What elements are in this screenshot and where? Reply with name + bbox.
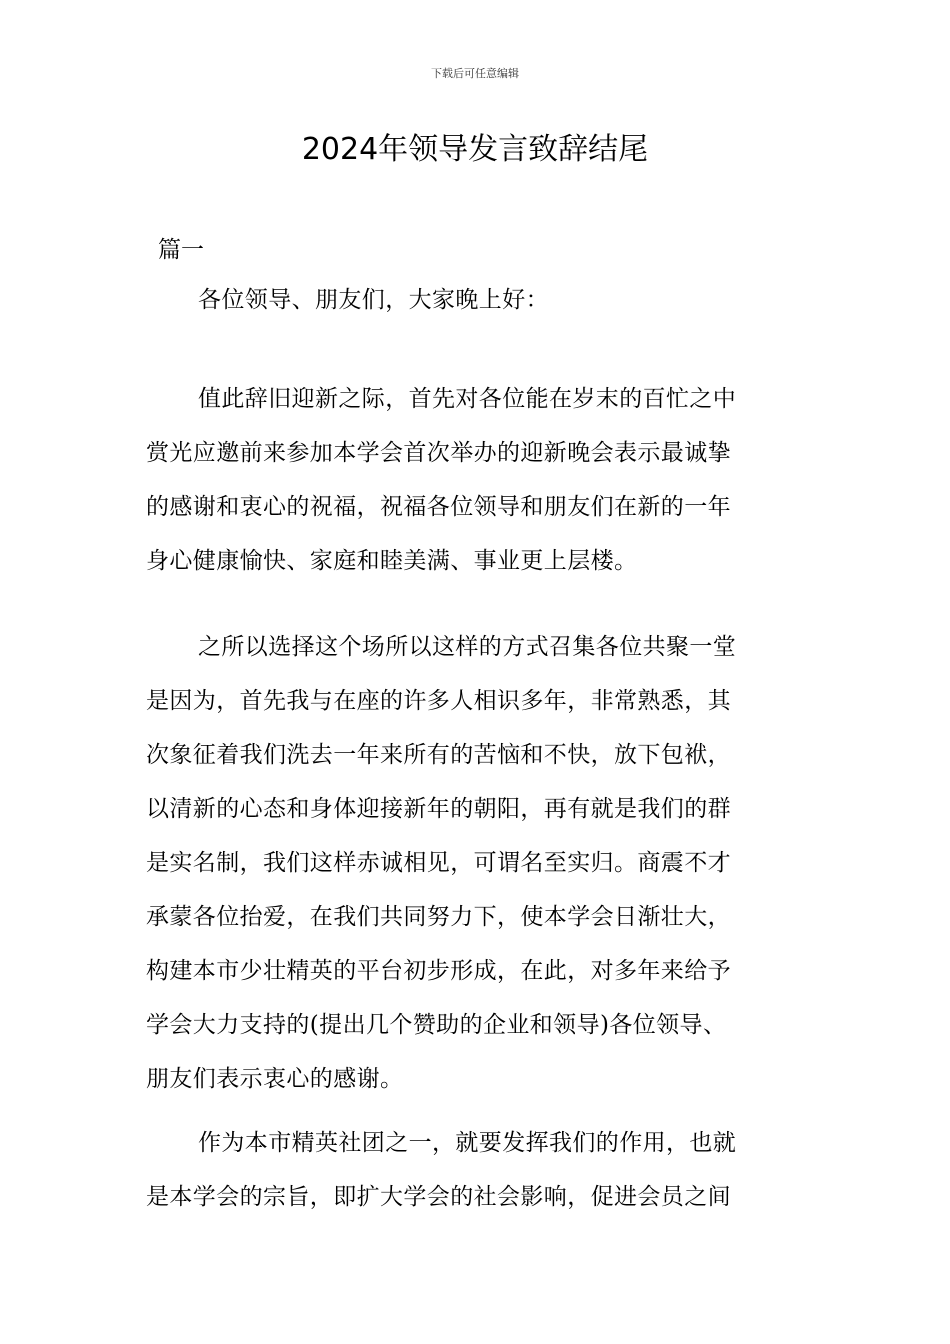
paragraph-1 (146, 372, 806, 588)
paragraph-line: 是本学会的宗旨，即扩大学会的社会影响，促进会员之间 (146, 1184, 731, 1210)
paragraph-line: 值此辞旧迎新之际，首先对各位能在岁末的百忙之中 (198, 386, 737, 412)
paragraph-line: 的感谢和衷心的祝福，祝福各位领导和朋友们在新的一年 (146, 494, 731, 520)
greeting-line: 各位领导、朋友们，大家晚上好： (198, 287, 549, 313)
paragraph-line: 身心健康愉快、家庭和睦美满、事业更上层楼。 (146, 548, 638, 574)
paragraph-line: 朋友们表示衷心的感谢。 (146, 1066, 404, 1092)
paragraph-line: 承蒙各位抬爱，在我们共同努力下，使本学会日渐壮大， (146, 904, 731, 930)
paragraph-line: 赏光应邀前来参加本学会首次举办的迎新晚会表示最诚挚 (146, 440, 731, 466)
paragraph-line: 是因为，首先我与在座的许多人相识多年，非常熟悉，其 (146, 688, 731, 714)
paragraph-line: 之所以选择这个场所以这样的方式召集各位共聚一堂 (198, 634, 737, 660)
paragraph-3 (146, 1116, 806, 1224)
header-note: 下载后可任意编辑 (431, 67, 519, 80)
document-title: 2024年领导发言致辞结尾 (301, 132, 649, 167)
paragraph-line: 次象征着我们洗去一年来所有的苦恼和不快，放下包袱， (146, 742, 731, 768)
paragraph-2 (146, 620, 806, 1106)
paragraph-line: 以清新的心态和身体迎接新年的朝阳，再有就是我们的群 (146, 796, 731, 822)
paragraph-line: 是实名制，我们这样赤诚相见，可谓名至实归。商震不才 (146, 850, 731, 876)
section-label: 篇一 (158, 237, 204, 263)
paragraph-line: 构建本市少壮精英的平台初步形成，在此，对多年来给予 (146, 958, 731, 984)
paragraph-line: 学会大力支持的(提出几个赞助的企业和领导)各位领导、 (146, 1012, 727, 1038)
paragraph-line: 作为本市精英社团之一，就要发挥我们的作用，也就 (198, 1130, 737, 1156)
